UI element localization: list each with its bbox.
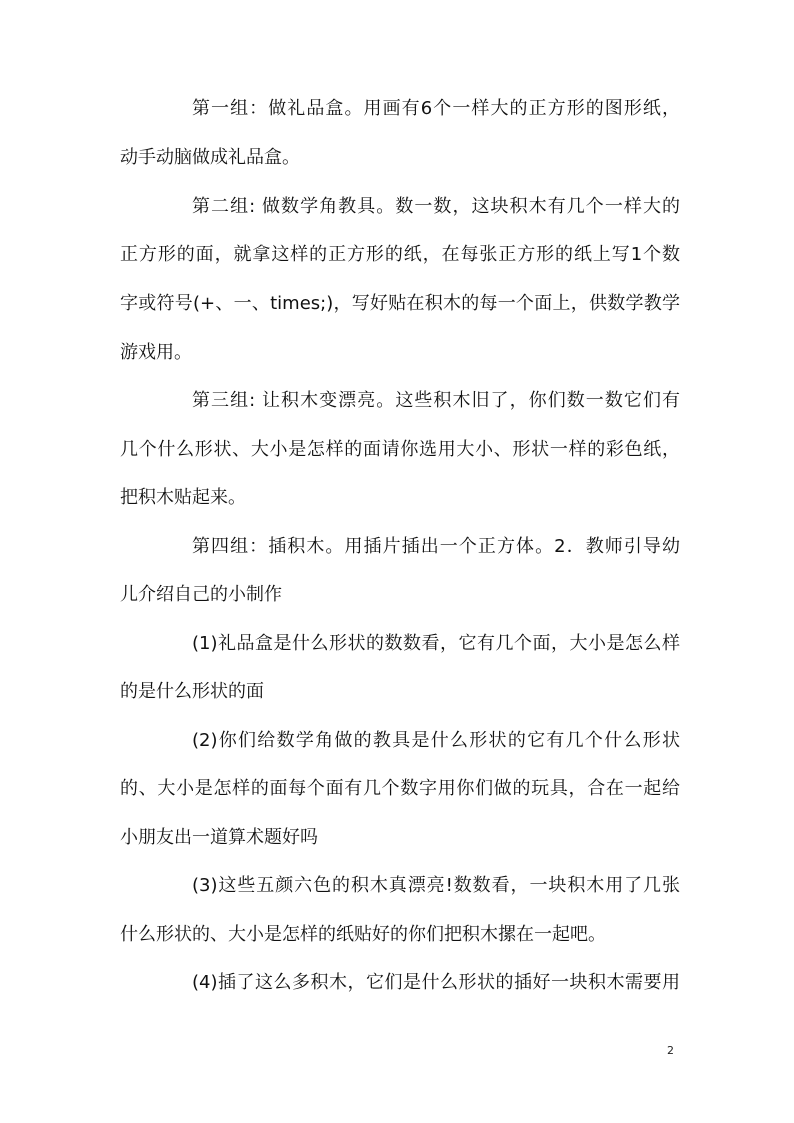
text-line: (2)你们给数学角做的教具是什么形状的它有几个什么形状 — [192, 730, 680, 751]
text-line: 字或符号(+、一、times;)，写好贴在积木的每一个面上，供数学教学 — [120, 293, 680, 314]
text-line: 什么形状的、大小是怎样的纸贴好的你们把积木摞在一起吧。 — [120, 924, 606, 945]
text-line: 正方形的面，就拿这样的正方形的纸，在每张正方形的纸上写1个数 — [120, 244, 680, 265]
text-line: 游戏用。 — [120, 342, 192, 363]
text-line: (4)插了这么多积木，它们是什么形状的插好一块积木需要用 — [192, 972, 680, 993]
text-line: (1)礼品盒是什么形状的数数看，它有几个面，大小是怎么样 — [192, 633, 680, 654]
text-line: 把积木贴起来。 — [120, 487, 246, 508]
text-line: 的、大小是怎样的面每个面有几个数字用你们做的玩具，合在一起给 — [120, 778, 680, 799]
text-line: 第二组: 做数学角教具。数一数，这块积木有几个一样大的 — [192, 196, 680, 217]
page-number: 2 — [667, 1044, 674, 1057]
text-line: 第一组：做礼品盒。用画有6个一样大的正方形的图形纸， — [192, 98, 680, 119]
text-line: 动手动脑做成礼品盒。 — [120, 147, 300, 168]
text-line: 第四组：插积木。用插片插出一个正方体。2．教师引导幼 — [192, 536, 680, 557]
text-line: 儿介绍自己的小制作 — [120, 584, 282, 605]
text-line: (3)这些五颜六色的积木真漂亮!数数看，一块积木用了几张 — [192, 875, 680, 896]
text-line: 第三组: 让积木变漂亮。这些积木旧了，你们数一数它们有 — [192, 390, 680, 411]
text-line: 几个什么形状、大小是怎样的面请你选用大小、形状一样的彩色纸， — [120, 439, 680, 460]
text-line: 小朋友出一道算术题好吗 — [120, 827, 318, 848]
text-line: 的是什么形状的面 — [120, 681, 264, 702]
